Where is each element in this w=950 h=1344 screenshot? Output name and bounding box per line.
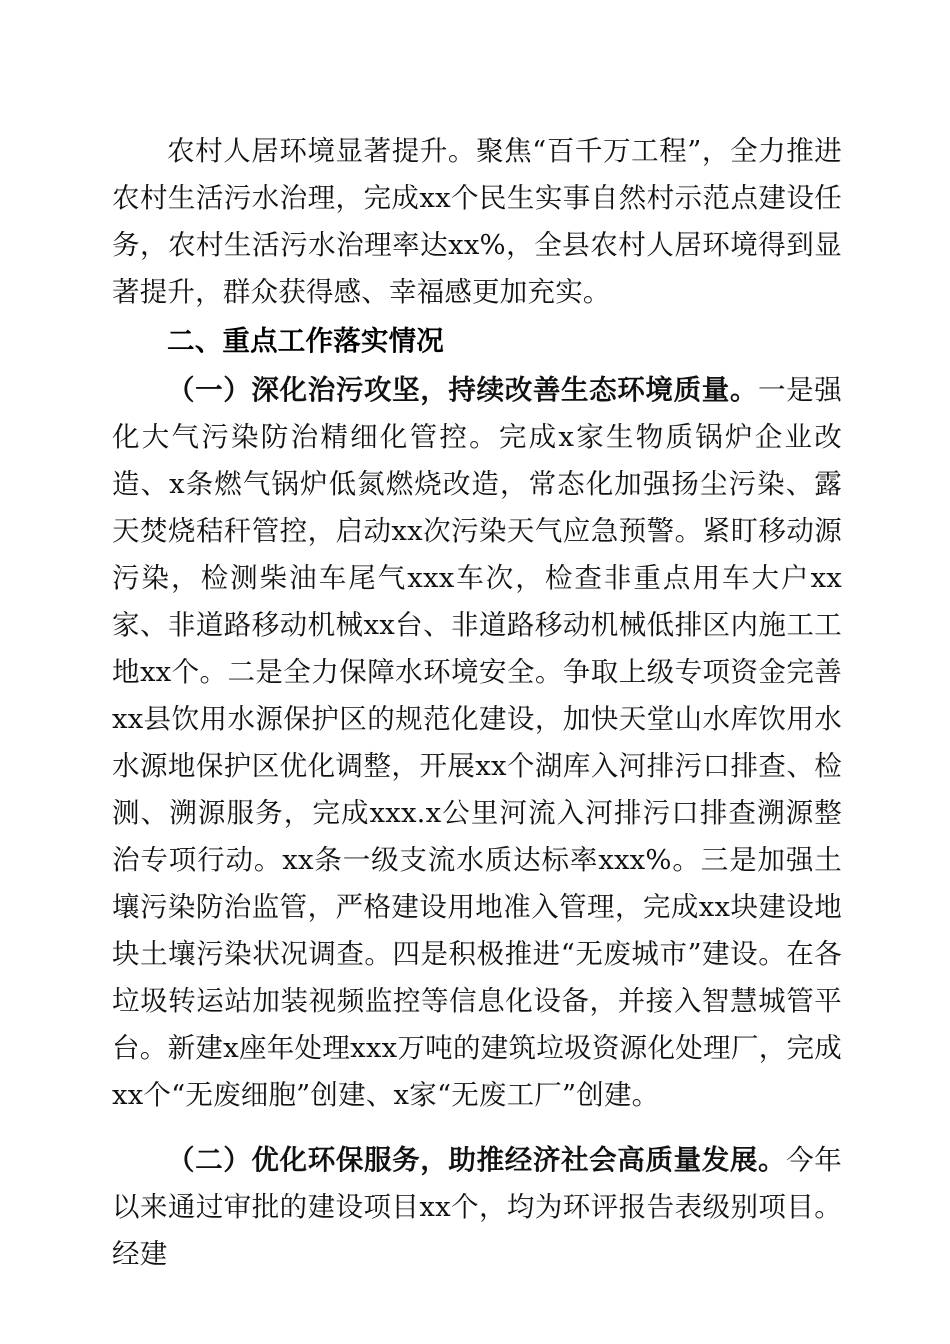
paragraph-4 xyxy=(112,1137,842,1278)
paragraph-3-text: 一是强化大气污染防治精细化管控。完成x家生物质锅炉企业改造、x条燃气锅炉低氮燃烧改造，常态化加强扬尘污染、露天焚烧秸秆管控，启动xx次污染天气应急预警。紧盯移动源污染，检测柴油车尾气xxx车次，检查非重点用车大户xx家、非道路移动机械xx台、非道路移动机械低排区内施工工地xx个。二是全力保障水环境安全。争取上级专项资金完善xx县饮用水源保护区的规范化建设，加快天堂山水库饮用水水源地保护区优化调整，开展xx个湖库入河排污口排查、检测、溯源服务，完成xxx.x公里河流入河排污口排查溯源整治专项行动。xx条一级支流水质达标率xxx%。三是加强土壤污染防治监管，严格建设用地准入管理，完成xx块建设地块土壤污染状况调查。四是积极推进“无废城市”建设。在各垃圾转运站加装视频监控等信息化设备，并接入智慧城管平台。新建x座年处理xxx万吨的建筑垃圾资源化处理厂，完成xx个“无废细胞”创建、x家“无废工厂”创建。 xyxy=(112,374,842,1111)
paragraph-4-text: 今年以来通过审批的建设项目xx个，均为环评报告表级别项目。经建 xyxy=(112,1144,842,1270)
document-body xyxy=(112,128,842,1278)
paragraph-1: 农村人居环境显著提升。聚焦“百千万工程”，全力推进农村生活污水治理，完成xx个民生实事自然村示范点建设任务，农村生活污水治理率达xx%，全县农村人居环境得到显著提升，群众获得感、幸福感更加充实。 xyxy=(112,135,842,308)
paragraph-3 xyxy=(112,367,842,1119)
paragraph-4-lead: （二）优化环保服务，助推经济社会高质量发展。 xyxy=(167,1144,787,1176)
paragraph-3-lead: （一）深化治污攻坚，持续改善生态环境质量。 xyxy=(167,374,758,406)
section-heading-2: 二、重点工作落实情况 xyxy=(167,325,444,357)
